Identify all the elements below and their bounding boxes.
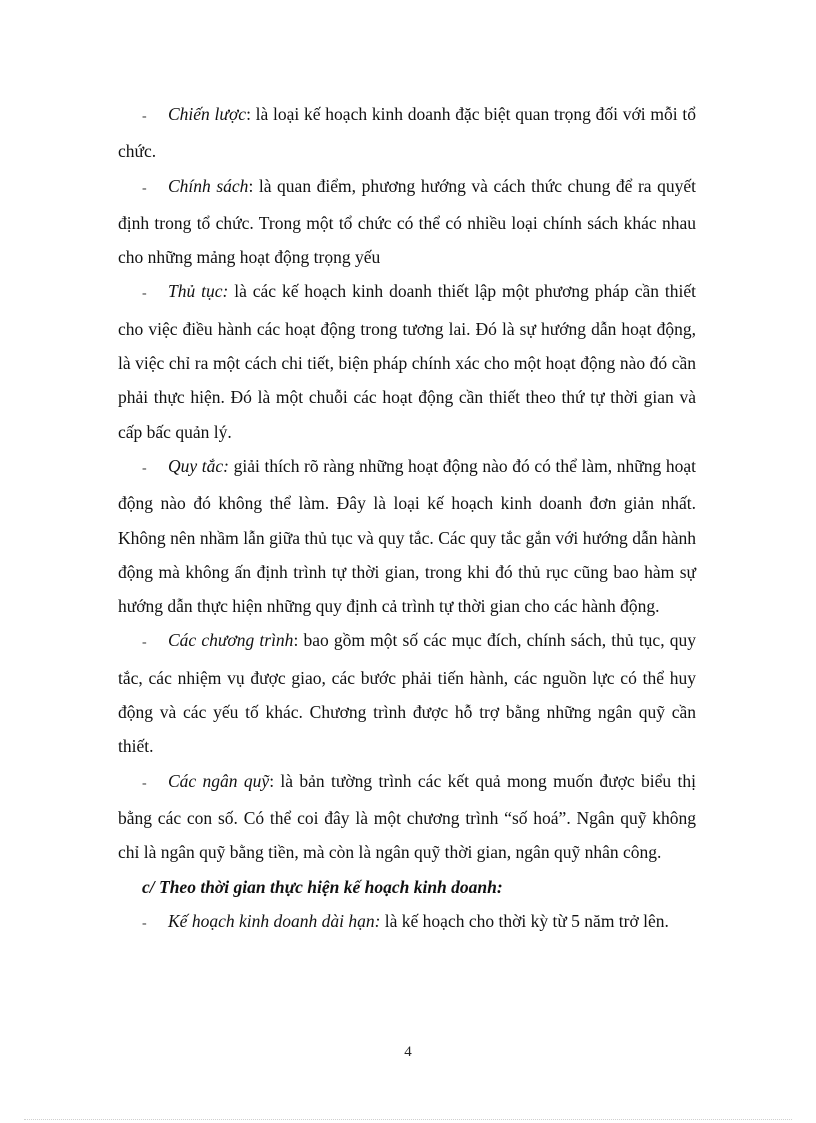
term-chien-luoc: Chiến lược [168,104,247,124]
body-text [118,97,696,941]
dash-bullet: - [142,915,147,931]
definition-dai-han: là kế hoạch cho thời kỳ từ 5 năm trở lên. [380,910,669,931]
paragraph-thu-tuc [118,274,696,448]
term-chuong-trinh: Các chương trình [168,630,294,651]
dash-bullet: - [142,180,147,196]
dash-bullet: - [142,775,147,791]
dash-bullet: - [142,286,147,302]
term-thu-tuc: Thủ tục: [168,281,229,302]
dash-bullet: - [142,460,147,476]
definition-chien-luoc: : là loại kế hoạch kinh doanh đặc biệt quan trọng đối với mỗi tổ chức. [118,104,696,162]
paragraph-chuong-trinh [118,623,696,763]
term-ngan-quy: Các ngân quỹ [168,770,270,791]
paragraph-dai-han [118,904,696,941]
dash-bullet: - [142,109,147,124]
dash-bullet: - [142,635,147,651]
paragraph-ngan-quy [118,764,696,870]
section-heading: c/ Theo thời gian thực hiện kế hoạch kinh doanh: [142,876,503,897]
term-dai-han: Kế hoạch kinh doanh dài hạn: [168,910,381,931]
definition-chuong-trinh: : bao gồm một số các mục đích, chính sách, thủ tục, quy tắc, các nhiệm vụ được giao, các bước phải tiến hành, các nguồn lực có thể huy động và các yếu tố khác. Chương trình được hỗ trợ bằng những ngân quỹ cần thiết. [118,630,696,757]
definition-thu-tuc: là các kế hoạch kinh doanh thiết lập một phương pháp cần thiết cho việc điều hành các hoạt động trong tương lai. Đó là sự hướng dẫn hoạt động, là việc chỉ ra một cách chi tiết, biện pháp chính xác cho một hoạt động nào đó cần phải thực hiện. Đó là một chuỗi các hoạt động cần thiết theo thứ tự thời gian và cấp bấc quản lý. [118,281,696,442]
term-quy-tac: Quy tắc: [168,455,229,476]
definition-ngan-quy: : là bản tường trình các kết quả mong muốn được biểu thị bằng các con số. Có thể coi đây là một chương trình “số hoá”. Ngân quỹ không chỉ là ngân quỹ bằng tiền, mà còn là ngân quỹ thời gian, ngân quỹ nhân công. [118,770,696,863]
definition-chinh-sach: : là quan điểm, phương hướng và cách thức chung để ra quyết định trong tổ chức. Trong một tổ chức có thể có nhiều loại chính sách khác nhau cho những mảng hoạt động trọng yếu [118,175,696,268]
paragraph-chien-luoc [118,97,696,169]
paragraph-chinh-sach [118,169,696,275]
page-number: 4 [404,1044,412,1060]
term-chinh-sach: Chính sách [168,175,249,196]
page-bottom-divider [24,1119,792,1120]
paragraph-quy-tac [118,449,696,623]
definition-quy-tac: giải thích rõ ràng những hoạt động nào đó có thể làm, những hoạt động nào đó không thể làm. Đây là loại kế hoạch kinh doanh đơn giản nhất. Không nên nhầm lẫn giữa thủ tục và quy tắc. Các quy tắc gắn với hướng dẫn hành động mà không ấn định trình tự thời gian, trong khi đó thủ rục cũng bao hàm sự hướng dẫn thực hiện những quy định cả trình tự thời gian cho các hành động. [118,455,696,617]
